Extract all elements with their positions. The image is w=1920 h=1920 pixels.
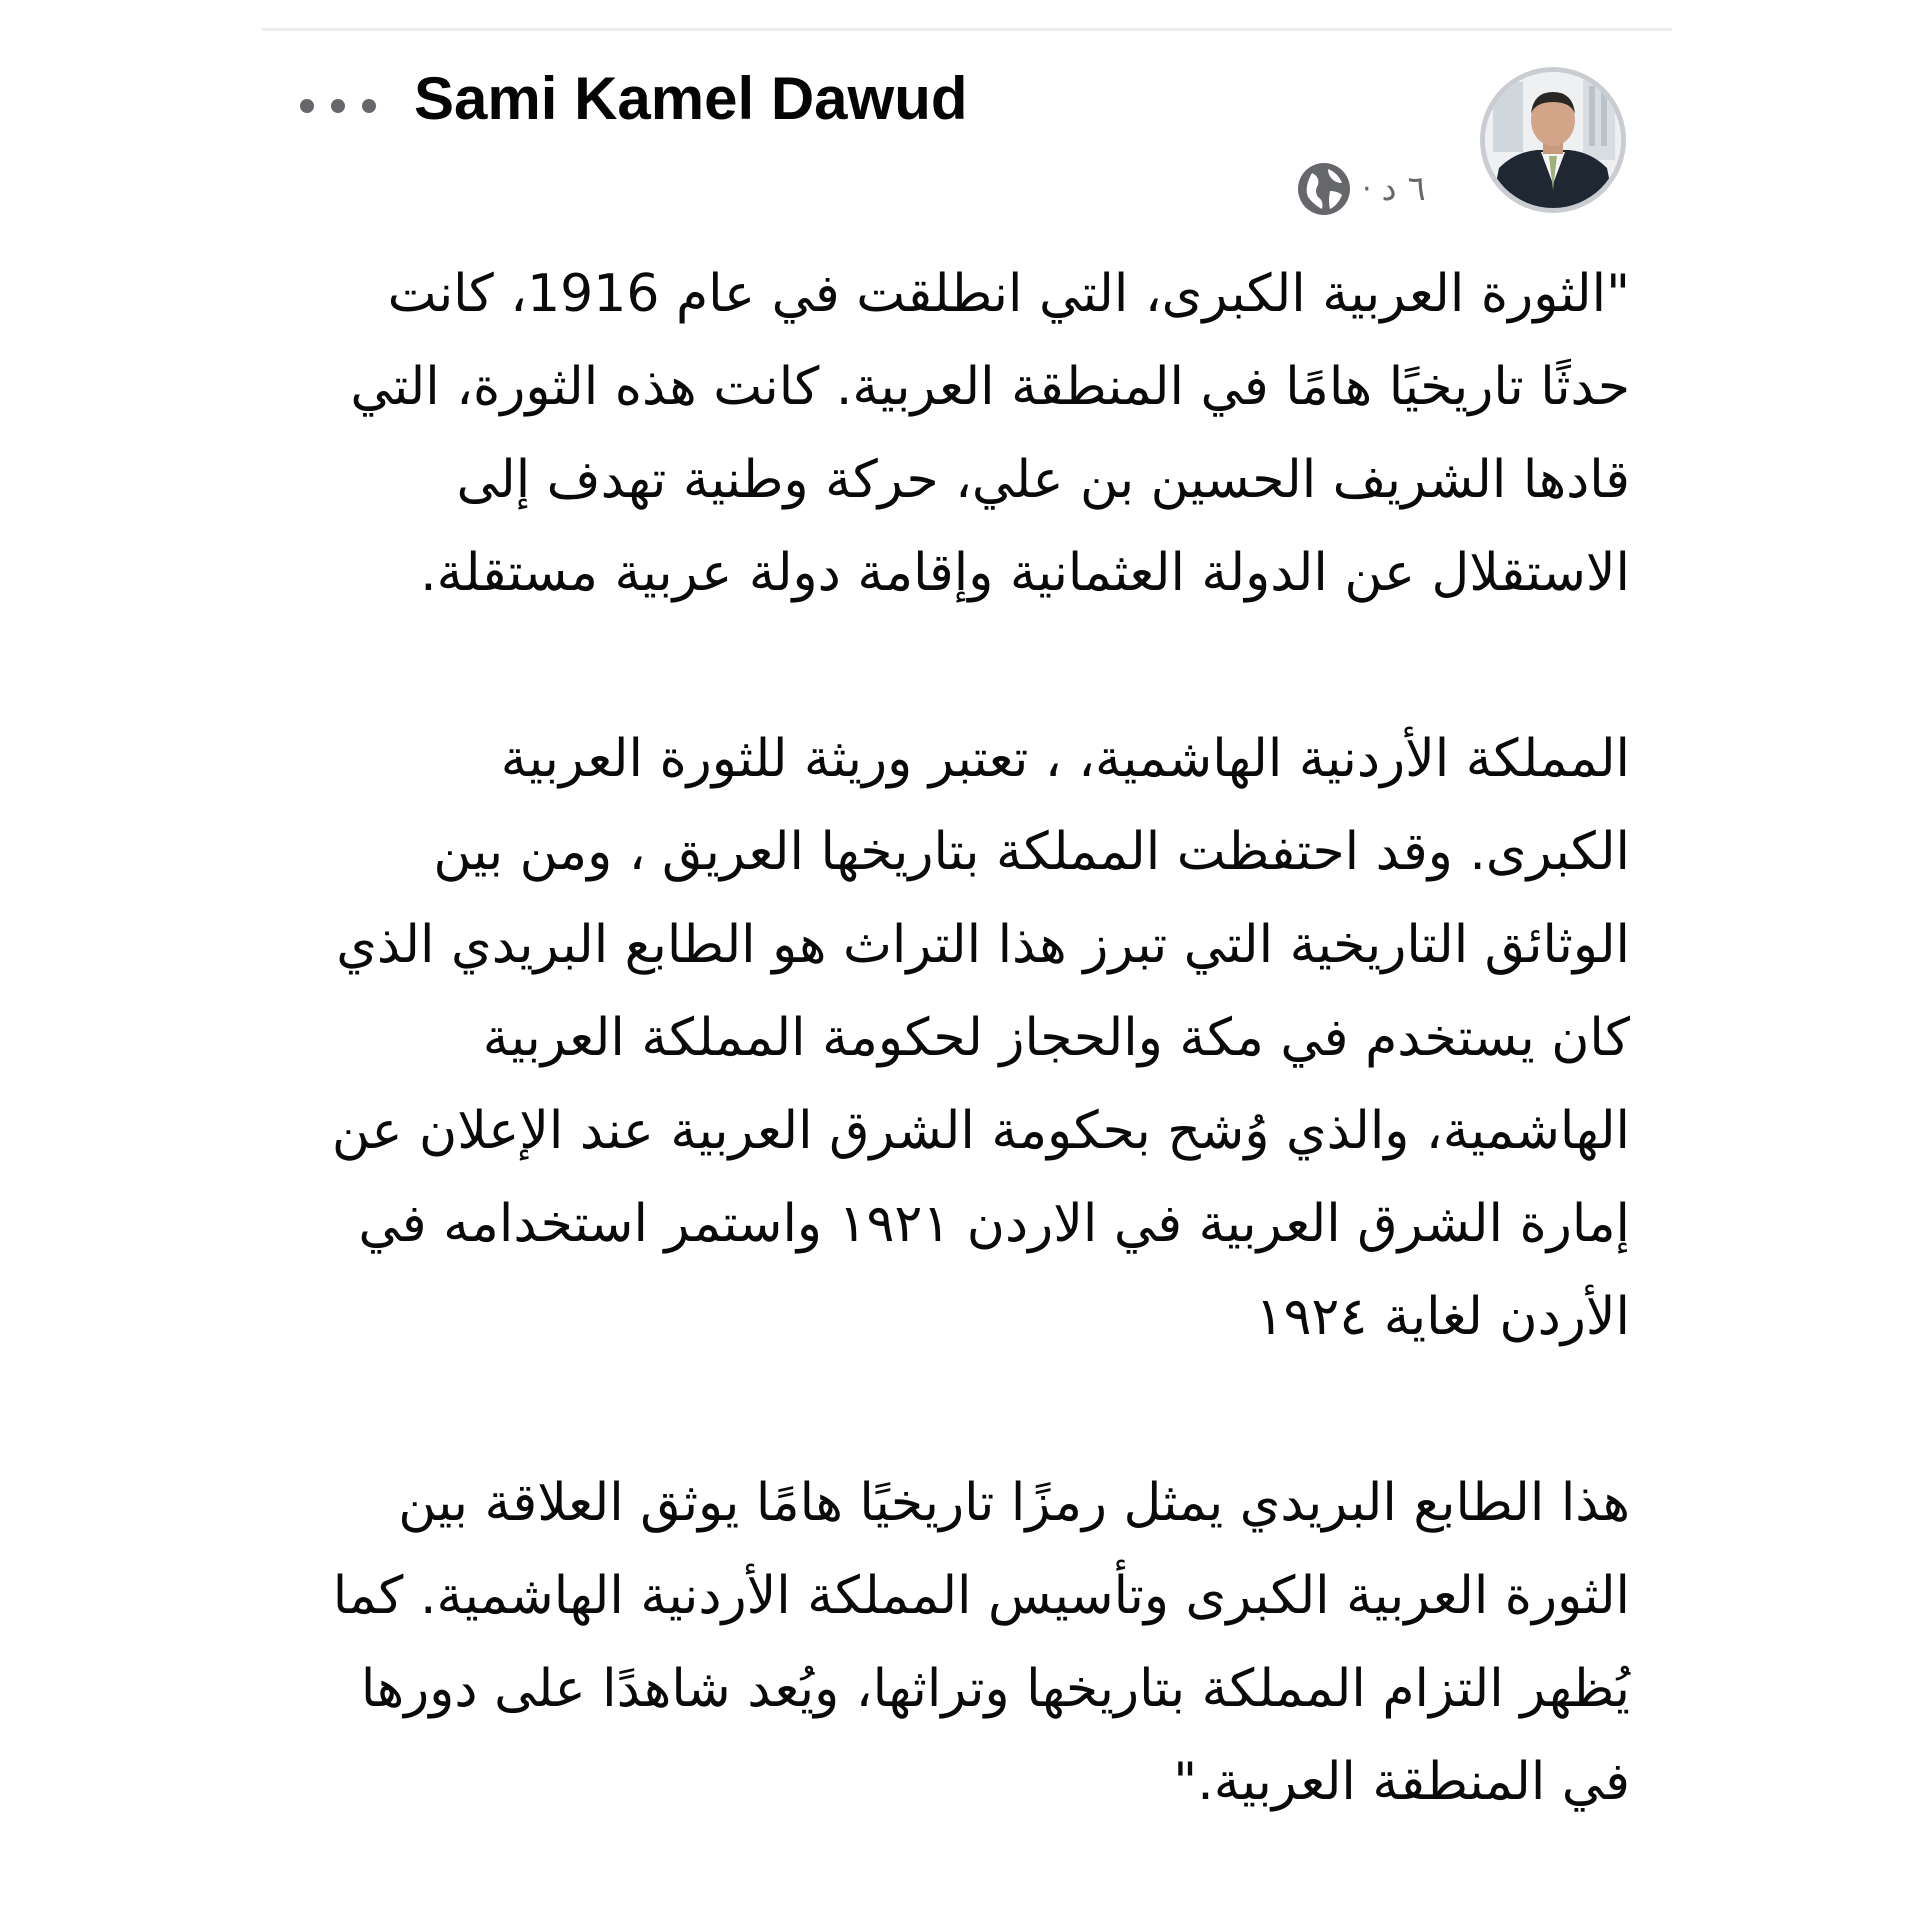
top-divider: [262, 28, 1672, 31]
post-text: [330, 248, 1630, 1829]
post-header: [262, 55, 1642, 225]
post-paragraph: "الثورة العربية الكبرى، التي انطلقت في عام 1916، كانت حدثًا تاريخيًا هامًا في المنطقة العربية. كانت هذه الثورة، التي قادها الشريف الحسين بن علي، حركة وطنية تهدف إلى الاستقلال عن الدولة العثمانية وإقامة دولة عربية مستقلة.: [350, 264, 1630, 603]
post-paragraph: المملكة الأردنية الهاشمية، ، تعتبر وريثة للثورة العربية الكبرى. وقد احتفظت المملكة بتاريخها العريق ، ومن بين الوثائق التاريخية التي تبرز هذا التراث هو الطابع البريدي الذي كان يستخدم في مكة والحجاز لحكومة المملكة العربية الهاشمية، والذي وُشح بحكومة الشرق العربية عند الإعلان عن إمارة الشرق العربية في الاردن ١٩٢١ واستمر استخدامه في الأردن لغاية ١٩٢٤: [331, 729, 1630, 1347]
post-meta: [1296, 159, 1426, 219]
post-timestamp[interactable]: ٦ د: [1381, 169, 1426, 209]
avatar[interactable]: [1480, 67, 1626, 213]
more-options-icon: [362, 99, 376, 113]
author-name[interactable]: Sami Kamel Dawud: [414, 65, 968, 132]
globe-icon[interactable]: [1296, 161, 1352, 217]
avatar-photo: [1485, 72, 1621, 208]
more-options-icon: [300, 99, 314, 113]
more-options-button[interactable]: [300, 91, 376, 121]
post-paragraph: هذا الطابع البريدي يمثل رمزًا تاريخيًا هامًا يوثق العلاقة بين الثورة العربية الكبرى وتأسيس المملكة الأردنية الهاشمية. كما يُظهر التزام المملكة بتاريخها وتراثها، ويُعد شاهدًا على دورها في المنطقة العربية.": [332, 1473, 1630, 1812]
meta-separator: ·: [1362, 171, 1372, 207]
more-options-icon: [331, 99, 345, 113]
